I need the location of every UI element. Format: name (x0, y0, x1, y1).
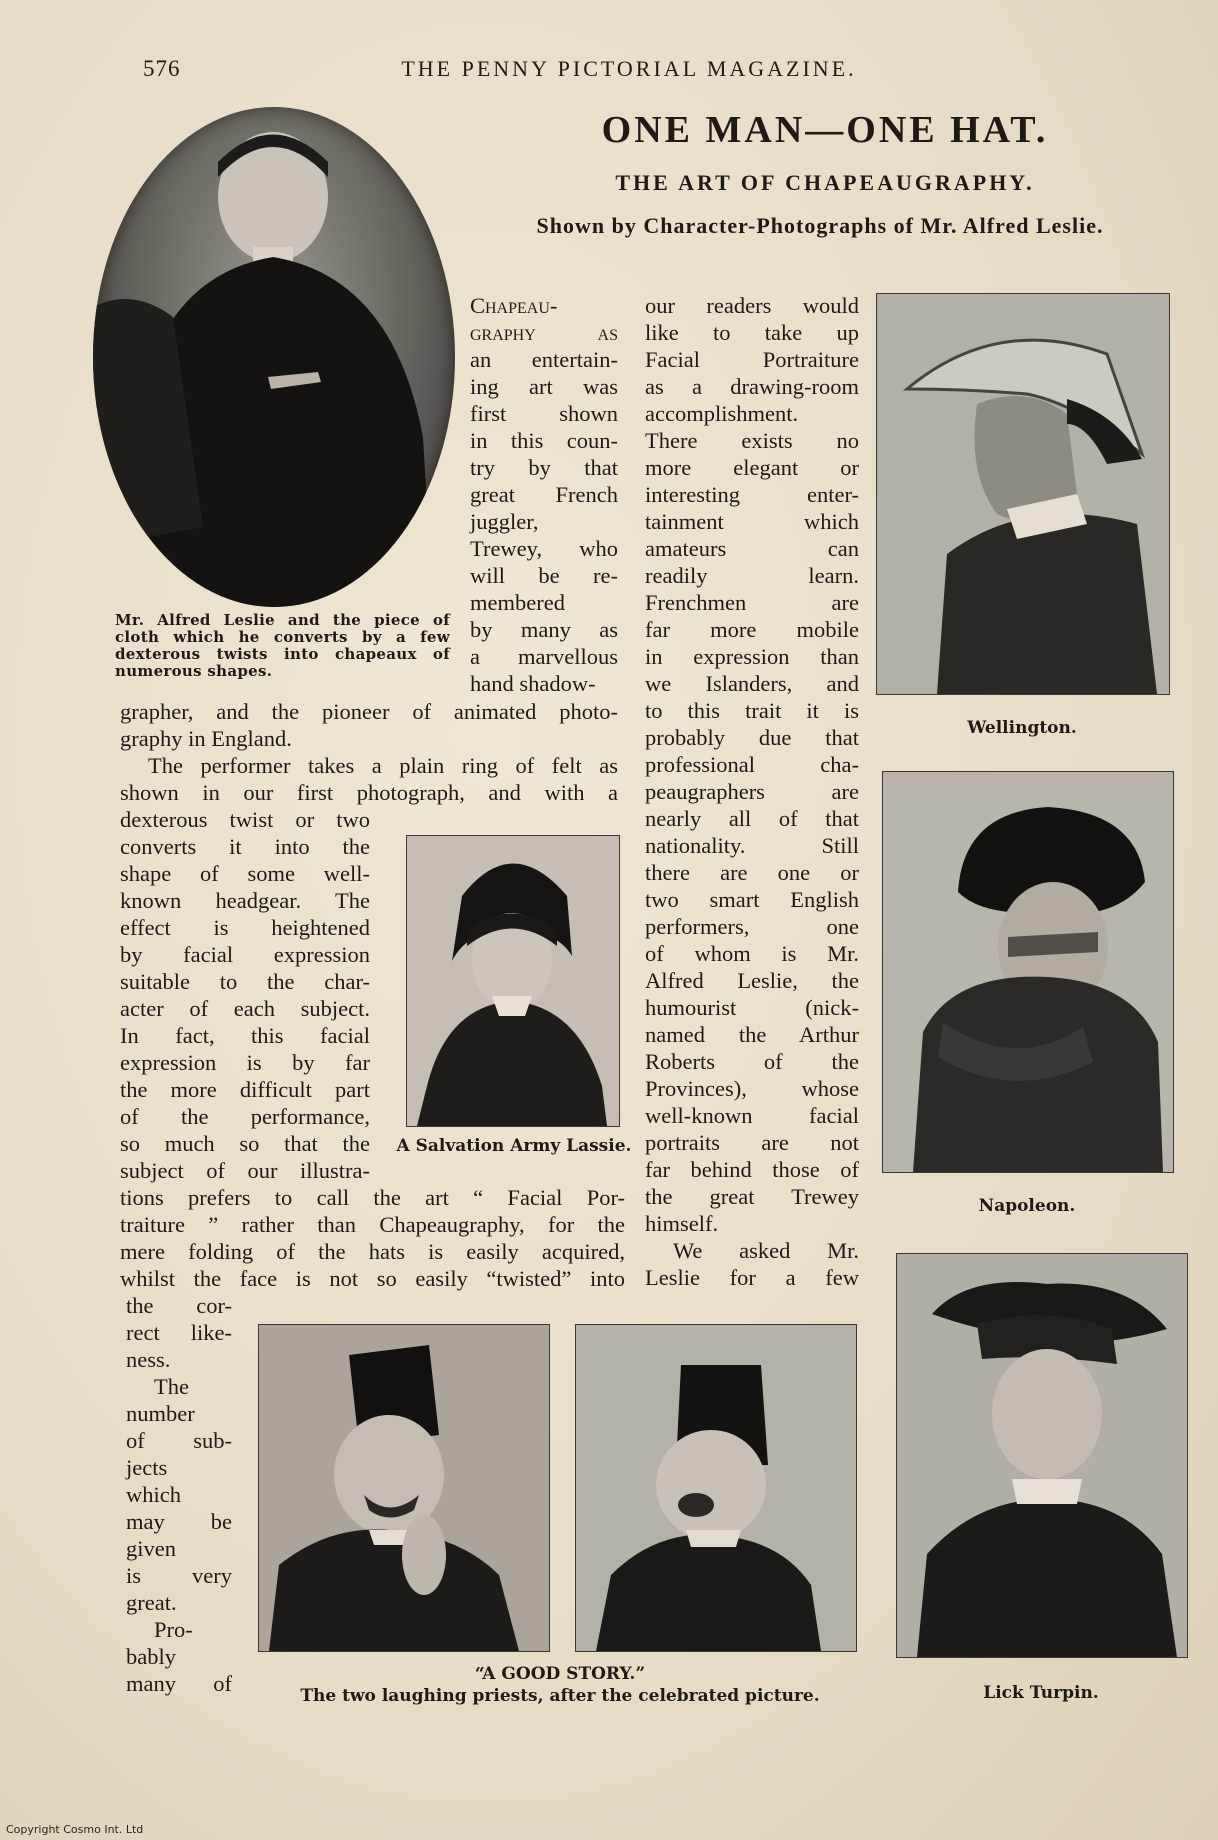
text-line: many of (126, 1671, 232, 1696)
text-line: performers, one (645, 914, 859, 939)
text-line: more elegant or (645, 455, 859, 480)
wellington-caption: Wellington. (967, 718, 1077, 738)
text-line: traiture ” rather than Chapeaugraphy, for the (120, 1212, 625, 1237)
article-subtitle: THE ART OF CHAPEAUGRAPHY. (615, 170, 1035, 195)
article-byline: Shown by Character-Photographs of Mr. Alfred Leslie. (536, 213, 1104, 238)
text-line: Facial Portraiture (645, 347, 859, 372)
text-line: by facial expression (120, 942, 370, 967)
text-line: we Islanders, and (645, 671, 859, 696)
text-line: himself. (645, 1211, 719, 1236)
text-line: mere folding of the hats is easily acquired, (120, 1239, 625, 1264)
text-line: The performer takes a plain ring of felt as (148, 753, 618, 778)
text-line: amateurs can (645, 536, 859, 561)
text-line: interesting enter- (645, 482, 859, 507)
col2-text (645, 292, 859, 1291)
leslie-portrait-photo (93, 107, 455, 607)
text-line: Frenchmen are (645, 590, 859, 615)
text-line: effect is heightened (120, 915, 370, 940)
text-line: known headgear. The (120, 888, 370, 913)
text-line: suitable to the char- (120, 969, 370, 994)
text-line: Leslie for a few (645, 1265, 859, 1290)
text-line: shown in our first photograph, and with a (120, 780, 618, 805)
text-line: portraits are not (645, 1130, 859, 1155)
text-line: shape of some well- (120, 861, 370, 886)
text-line: two smart English (645, 887, 859, 912)
text-line: humourist (nick- (645, 995, 859, 1020)
col1-narrow-text (126, 1292, 232, 1697)
text-line: graphy as (470, 320, 618, 345)
col1-top-text (470, 292, 618, 697)
good-story-caption-title: “A GOOD STORY.” (474, 1664, 646, 1684)
text-line: readily learn. (645, 563, 859, 588)
text-line: our readers would (645, 293, 859, 318)
text-line: rect like- (126, 1320, 232, 1345)
text-line: whilst the face is not so easily “twisted” into (120, 1266, 625, 1291)
text-line: dexterous twist or two (120, 807, 370, 832)
col1-full-text (120, 698, 618, 806)
text-line: the great Trewey (645, 1184, 859, 1209)
text-line: jects (126, 1455, 168, 1480)
text-line: which (126, 1482, 181, 1507)
text-line: There exists no (645, 428, 859, 453)
text-line: expression is by far (120, 1050, 370, 1075)
text-line: there are one or (645, 860, 859, 885)
text-line: converts it into the (120, 834, 370, 859)
text-line: to this trait it is (645, 698, 859, 723)
laughing-priest-left-photo (258, 1324, 550, 1652)
text-line: of sub- (126, 1428, 232, 1453)
text-line: in expression than (645, 644, 859, 669)
text-line: grapher, and the pioneer of animated photo- (120, 699, 618, 724)
text-line: ing art was (470, 374, 618, 399)
laughing-priest-right-photo (575, 1324, 857, 1652)
text-line: is very (126, 1563, 232, 1588)
text-line: first shown (470, 401, 618, 426)
text-line: an entertain- (470, 347, 618, 372)
salvation-lassie-photo (406, 835, 620, 1127)
text-line: juggler, (470, 509, 539, 534)
text-line: peaugraphers are (645, 779, 859, 804)
article-title: ONE MAN—ONE HAT. (601, 109, 1049, 151)
napoleon-caption: Napoleon. (978, 1196, 1076, 1216)
text-line: tainment which (645, 509, 859, 534)
salvation-caption: A Salvation Army Lassie. (396, 1136, 632, 1156)
text-line: subject of our illustra- (120, 1158, 370, 1183)
text-line: acter of each subject. (120, 996, 370, 1021)
text-line: professional cha- (645, 752, 859, 777)
text-line: Chapeau- (470, 293, 558, 318)
text-line: far more mobile (645, 617, 859, 642)
text-line: hand shadow- (470, 671, 596, 696)
text-line: try by that (470, 455, 618, 480)
text-line: Alfred Leslie, the (645, 968, 859, 993)
good-story-caption-sub: The two laughing priests, after the celebrated picture. (300, 1686, 820, 1706)
text-line: named the Arthur (645, 1022, 859, 1047)
text-line: of whom is Mr. (645, 941, 859, 966)
turpin-photo (896, 1253, 1188, 1658)
napoleon-photo (882, 771, 1174, 1173)
text-line: tions prefers to call the art “ Facial Por- (120, 1185, 625, 1210)
text-line: as a drawing-room (645, 374, 859, 399)
text-line: Provinces), whose (645, 1076, 859, 1101)
text-line: in this coun- (470, 428, 618, 453)
text-line: membered (470, 590, 565, 615)
text-line: bably (126, 1644, 176, 1669)
text-line: graphy in England. (120, 726, 292, 751)
turpin-caption: Lick Turpin. (983, 1683, 1099, 1703)
text-line: may be (126, 1509, 232, 1534)
text-line: probably due that (645, 725, 859, 750)
page-number: 576 (143, 56, 181, 81)
text-line: In fact, this facial (120, 1023, 370, 1048)
wellington-photo (876, 293, 1170, 695)
text-line: the cor- (126, 1293, 232, 1318)
text-line: great. (126, 1590, 177, 1615)
text-line: We asked Mr. (673, 1238, 859, 1263)
text-line: of the performance, (120, 1104, 370, 1129)
running-head: THE PENNY PICTORIAL MAGAZINE. (401, 56, 857, 81)
text-line: number (126, 1401, 195, 1426)
col1-mid-text (120, 806, 370, 1184)
text-line: the more difficult part (120, 1077, 370, 1102)
text-line: accomplishment. (645, 401, 799, 426)
text-line: nationality. Still (645, 833, 859, 858)
text-line: The (154, 1374, 189, 1399)
text-line: like to take up (645, 320, 859, 345)
text-line: Pro- (154, 1617, 193, 1642)
text-line: Roberts of the (645, 1049, 859, 1074)
text-line: great French (470, 482, 618, 507)
text-line: Trewey, who (470, 536, 618, 561)
copyright-notice: Copyright Cosmo Int. Ltd (6, 1823, 144, 1836)
text-line: given (126, 1536, 176, 1561)
leslie-caption: Mr. Alfred Leslie and the piece of cloth which he converts by a few dexterous twists into chapeaux of numerous shapes. (115, 611, 450, 680)
text-line: so much so that the (120, 1131, 370, 1156)
text-line: by many as (470, 617, 618, 642)
text-line: nearly all of that (645, 806, 859, 831)
text-line: far behind those of (645, 1157, 859, 1182)
text-line: a marvellous (470, 644, 618, 669)
text-line: well-known facial (645, 1103, 859, 1128)
text-line: will be re- (470, 563, 618, 588)
col1-wide-text (120, 1184, 625, 1292)
text-line: ness. (126, 1347, 171, 1372)
